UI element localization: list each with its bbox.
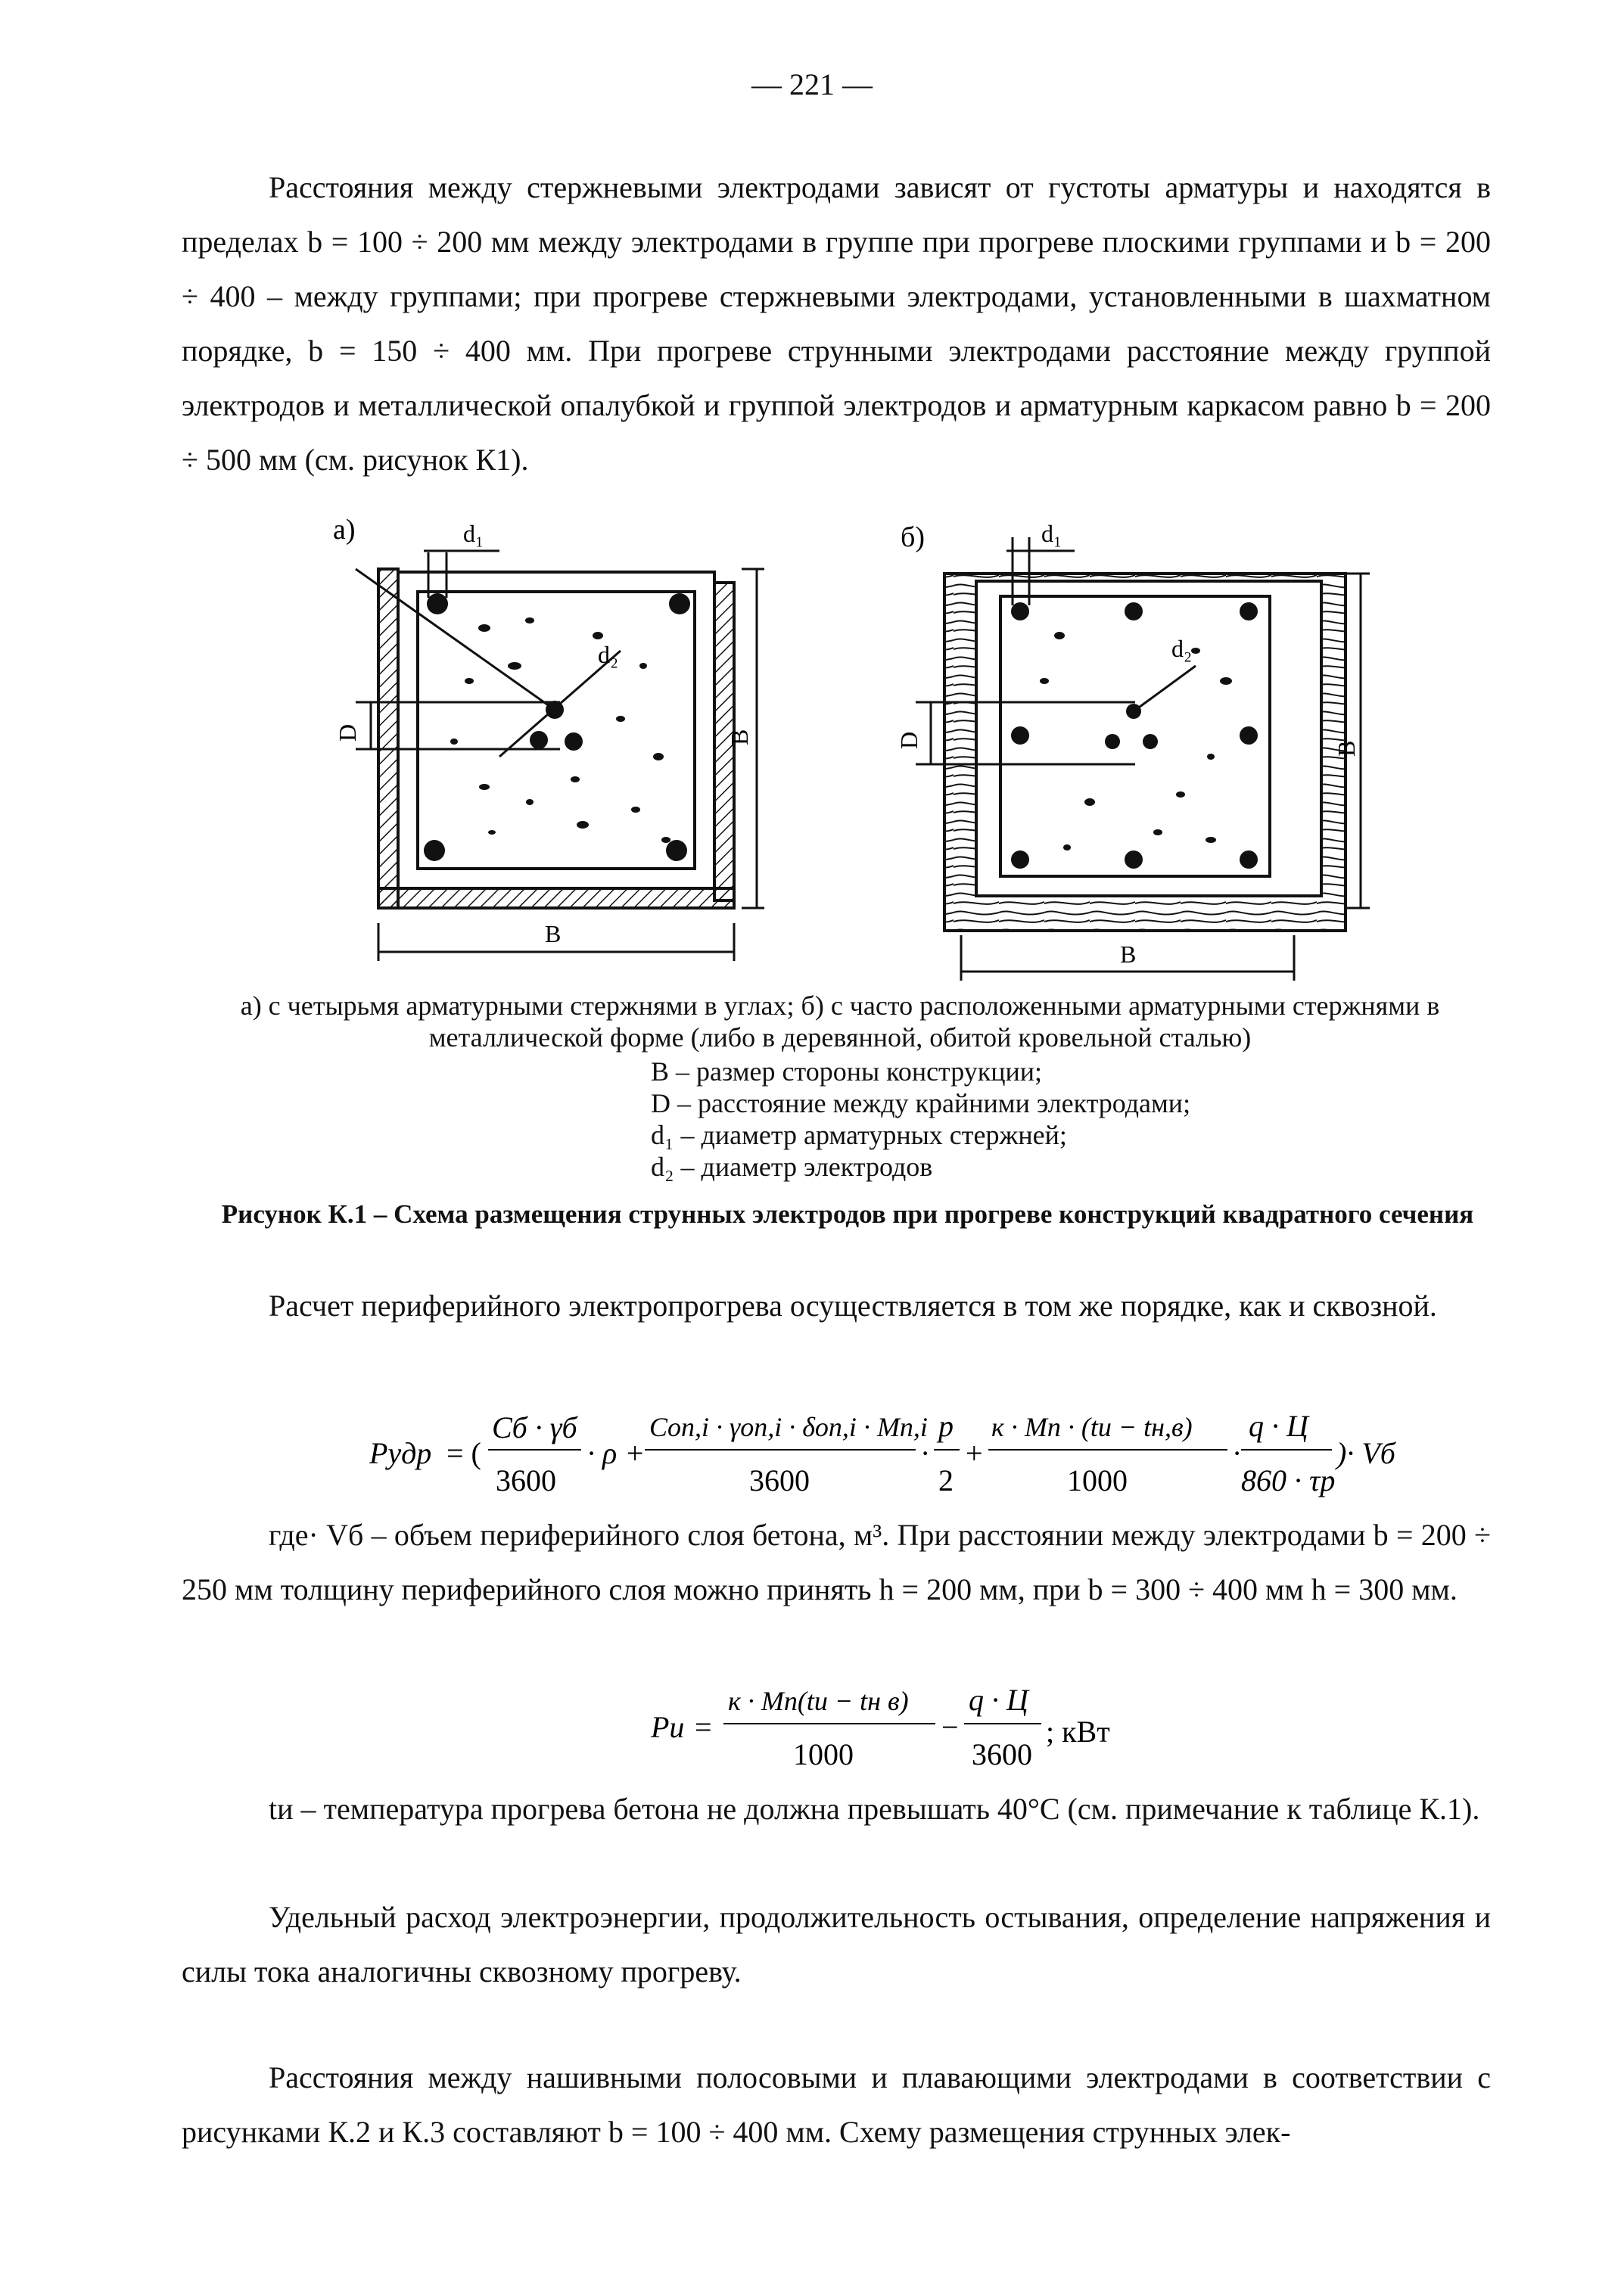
- label-B-b: B: [1120, 941, 1137, 968]
- page-number: — 221 —: [751, 67, 873, 101]
- formula1-f5-num: q · Ц: [1249, 1409, 1308, 1443]
- formula-power: [0, 1674, 1624, 1780]
- formula1-lhs: Pудр: [369, 1436, 432, 1470]
- label-B-a: B: [545, 920, 562, 947]
- figure-legend: [651, 1056, 1190, 1183]
- paragraph-temperature: tи – температура прогрева бетона не должна превышать 40°C (см. примечание к таблице К.1).: [269, 1792, 1480, 1826]
- svg-text:·: ·: [920, 1436, 931, 1470]
- legend-item: d₂ – диаметр электродов: [651, 1152, 933, 1182]
- formula1-eq: = (: [446, 1436, 481, 1470]
- svg-text:·: ·: [1232, 1436, 1243, 1470]
- figure-a-label: а): [333, 514, 356, 546]
- rebar-bar: [427, 593, 448, 614]
- formula1-f4-num: к · Mп · (tи − tн,в): [991, 1412, 1193, 1442]
- label-B-vertical-b: B: [1333, 740, 1360, 757]
- formula2-minus: −: [941, 1710, 959, 1744]
- label-d1-a: d₁: [463, 520, 484, 547]
- paragraph-energy: Удельный расход электроэнергии, продолжительность остывания, определение напряжения и силы тока аналогичны сквозному прогреву.: [182, 1900, 1491, 1989]
- svg-text:+: +: [966, 1436, 983, 1470]
- paragraph-strip-electrodes: Расстояния между нашивными полосовыми и плавающими электродами в соответствии с рисунками К.2 и К.3 составляют b = 100 ÷ 400 мм. Схему размещения струнных элек-: [182, 2060, 1491, 2149]
- formula2-unit: ; кВт: [1046, 1715, 1110, 1749]
- legend-item: В – размер стороны конструкции;: [651, 1056, 1043, 1087]
- formula1-tail: )· Vб: [1336, 1436, 1395, 1470]
- figure-title: Рисунок К.1 – Схема размещения струнных электродов при прогреве конструкций квадратного сечения: [221, 1199, 1474, 1229]
- formula2-f1-num: к · Mп(tи − tн в): [728, 1686, 909, 1716]
- paragraph-electrode-distances: Расстояния между стержневыми электродами зависят от густоты арматуры и находятся в пределах b = 100 ÷ 200 мм между электродами в группе при прогреве плоскими группами и b = 200 ÷ 400 – между группами; при прогреве стержневыми электродами, установленными в шахматном порядке, b = 150 ÷ 400 мм. При прогреве струнными электродами расстояние между группой электродов и металлической опалубкой и группой электродов и арматурным каркасом равно b = 200 ÷ 500 мм (см. рисунок К1).: [182, 170, 1491, 477]
- formula1-f1-den: 3600: [496, 1463, 556, 1497]
- formula-specific-power: [0, 1400, 1624, 1513]
- figure-caption: а) с четырьмя арматурными стержнями в углах; б) с часто расположенными арматурными стержнями в металлической форме (либо в деревянной, обитой кровельной сталью): [240, 990, 1440, 1053]
- formula1-rho: · ρ +: [587, 1436, 646, 1470]
- formula2-f2-num: q · Ц: [969, 1683, 1028, 1717]
- label-d1-b: d₁: [1041, 520, 1062, 547]
- formula2-eq: =: [695, 1710, 712, 1744]
- figure-k1: [0, 0, 1624, 991]
- formula1-f3-den: 2: [938, 1463, 954, 1497]
- formula1-f3-num: p: [938, 1409, 954, 1443]
- legend-item: D – расстояние между крайними электродами;: [651, 1088, 1191, 1118]
- electrode: [530, 731, 548, 749]
- label-D-a: D: [334, 723, 361, 742]
- formwork-bottom: [378, 888, 734, 908]
- aggregate-specks-a: [450, 617, 670, 843]
- label-B-vertical-a: B: [726, 729, 753, 745]
- rebar-bar: [669, 593, 690, 614]
- formula1-f1-num: Cб · γб: [492, 1410, 577, 1444]
- figure-b-label: б): [901, 521, 925, 553]
- formula2-f2-den: 3600: [972, 1737, 1032, 1771]
- rebar-cage-a: [418, 592, 695, 869]
- rebar-bar: [424, 840, 445, 861]
- formula1-f5-den: 860 · τр: [1241, 1463, 1336, 1497]
- formula2-lhs: Pи: [651, 1710, 685, 1744]
- formwork-left: [378, 569, 398, 908]
- formula1-f4-den: 1000: [1067, 1463, 1128, 1497]
- paragraph-peripheral-heating: Расчет периферийного электропрогрева осуществляется в том же порядке, как и сквозной.: [269, 1289, 1437, 1323]
- label-D-b: D: [895, 731, 922, 749]
- formula1-f2-den: 3600: [749, 1463, 810, 1497]
- label-d2-b: d₂: [1171, 635, 1193, 662]
- rebar-bar: [666, 840, 687, 861]
- label-d2-a: d₂: [598, 641, 619, 668]
- formula2-f1-den: 1000: [793, 1737, 854, 1771]
- paragraph-peripheral-volume: где· Vб – объем периферийного слоя бетона, м³. При расстоянии между электродами b = 200 ÷ 250 мм толщину периферийного слоя можно принять h = 200 мм, при b = 300 ÷ 400 мм h = 300 мм.: [182, 1518, 1491, 1606]
- legend-item: d₁ – диаметр арматурных стержней;: [651, 1120, 1067, 1150]
- electrode: [565, 732, 583, 751]
- formula1-f2-num: Cоп,i · γоп,i · δоп,i · Mп,i: [649, 1412, 928, 1442]
